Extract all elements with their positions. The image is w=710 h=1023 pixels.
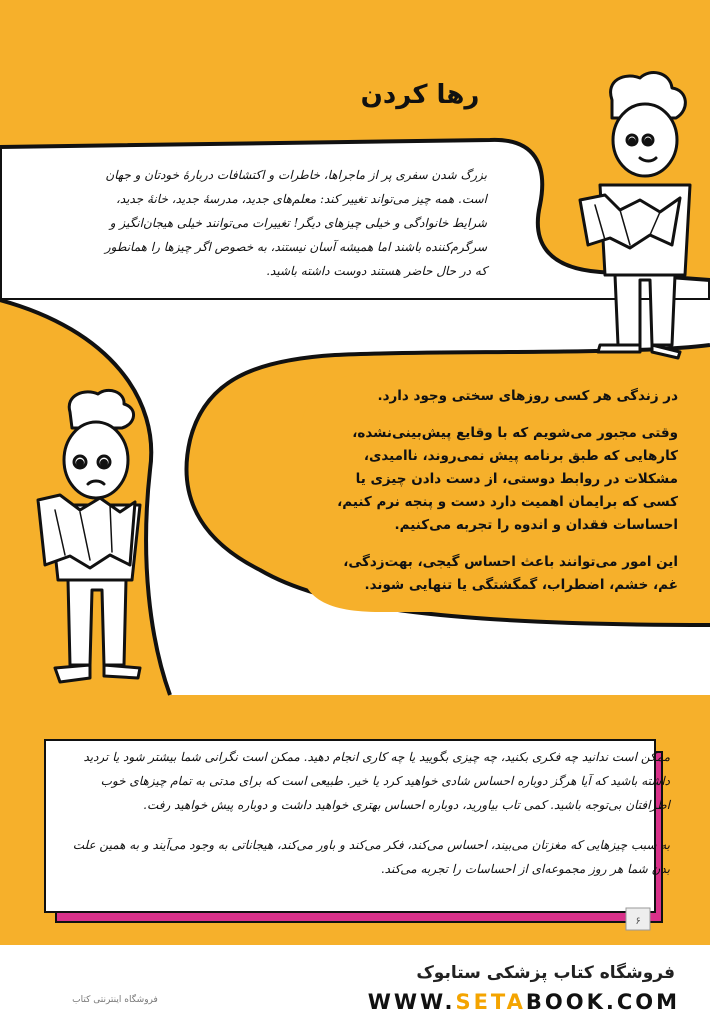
url-accent: SETA xyxy=(455,990,526,1014)
url-suffix: BOOK.COM xyxy=(525,990,680,1014)
intro-paragraph: بزرگ شدن سفری پر از ماجراها، خاطرات و اکتشافات دربارهٔ خودتان و جهان است. همه چیز می‌تواند تغییر کند: معلم‌های جدید، مدرسهٔ جدید، خانهٔ جدید، شرایط خانوادگی و خیلی چیزهای دیگر! تغییرات می‌توانند خیلی هیجان‌انگیز و سرگرم‌کننده باشند اما همیشه آسان نیستند، به خصوص اگر چیزها را همانطور که در حال حاضر هستند دوست داشته باشید. xyxy=(104,168,487,278)
shop-name: فروشگاه کتاب پزشکی ستابوک xyxy=(416,963,675,983)
note-paragraph-2: به سبب چیزهایی که مغزتان می‌بیند، احساس می‌کند، فکر می‌کند و باور می‌کند، هیجاناتی به وجود می‌آیند و به همین علت بدن شما هر روز مجموعه‌ای از احساسات را تجربه می‌کند. xyxy=(72,838,670,876)
hard-days-paragraph-3: این امور می‌توانند باعث احساس گیجی، بهت‌زدگی، غم، خشم، اضطراب، گمگشتگی یا تنهایی شوند. xyxy=(343,554,678,593)
page-title: رها کردن xyxy=(360,80,480,110)
hard-days-section xyxy=(318,385,678,611)
logo-caption: فروشگاه اینترنتی کتاب xyxy=(72,995,158,1005)
hard-days-paragraph-1: در زندگی هر کسی روزهای سختی وجود دارد. xyxy=(377,388,678,404)
hard-days-paragraph-2: وقتی مجبور می‌شویم که با وقایع پیش‌بینی‌نشده، کارهایی که طبق برنامه پیش نمی‌روند، ناامیدی، مشکلات در روابط دوستی، از دست دادن چیزی یا کسی که برایمان اهمیت دارد دست و پنجه نرم کنیم، احساسات فقدان و اندوه را تجربه می‌کنیم. xyxy=(337,425,678,533)
note-text xyxy=(70,745,670,897)
url-prefix: WWW. xyxy=(367,990,456,1014)
note-paragraph-1: ممکن است ندانید چه فکری بکنید، چه چیزی بگویید یا چه کاری انجام دهید. ممکن است نگرانی شما بیشتر شود یا تردید داشته باشید که آیا هرگز دوباره احساس شادی خواهید کرد یا خیر. طبیعی است که برای مدتی به تمام چیزهای خوب اطرافتان بی‌توجه باشید. کمی تاب بیاورید، دوباره احساس بهتری خواهید داشت و دوباره پیش خواهید رفت. xyxy=(83,750,670,812)
page-number: ۶ xyxy=(635,916,641,927)
shop-url[interactable] xyxy=(360,990,680,1014)
